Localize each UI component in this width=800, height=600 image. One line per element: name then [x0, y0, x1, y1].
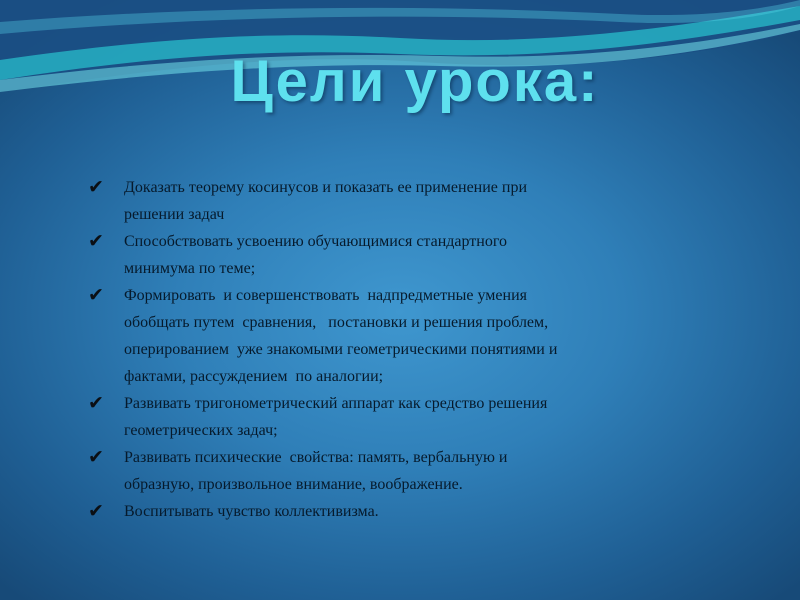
goal-text-line: оперированием уже знакомыми геометрическими понятиями и	[124, 341, 558, 358]
goals-list	[84, 174, 684, 525]
check-mark-icon: ✔	[88, 392, 104, 414]
check-mark-icon: ✔	[88, 230, 104, 252]
goal-text-line: обобщать путем сравнения, постановки и решения проблем,	[124, 314, 549, 331]
goal-item	[84, 390, 684, 444]
goal-text-line: Способствовать усвоению обучающимися стандартного	[124, 233, 508, 250]
check-mark-icon: ✔	[88, 500, 104, 522]
goal-item	[84, 444, 684, 498]
goal-item	[84, 282, 684, 390]
goal-text-line: Доказать теорему косинусов и показать ее применение при	[124, 179, 528, 196]
goal-text-line: Развивать психические свойства: память, вербальную и	[124, 449, 508, 466]
check-mark-icon: ✔	[88, 446, 104, 468]
check-mark-icon: ✔	[88, 284, 104, 306]
goal-text-line: Формировать и совершенствовать надпредметные умения	[124, 287, 528, 304]
goal-text-line: геометрических задач;	[124, 422, 278, 439]
goal-text-line: решении задач	[124, 206, 225, 223]
check-mark-icon: ✔	[88, 176, 104, 198]
goal-text-line: минимума по теме;	[124, 260, 256, 277]
goal-text-line: Развивать тригонометрический аппарат как средство решения	[124, 395, 548, 412]
goal-item	[84, 228, 684, 282]
goal-text-line: образную, произвольное внимание, воображение.	[124, 476, 463, 493]
slide-title: Цели урока:	[230, 49, 600, 114]
goal-item	[84, 174, 684, 228]
goal-item	[84, 498, 684, 525]
goal-text-line: Воспитывать чувство коллективизма.	[124, 503, 379, 520]
goal-text-line: фактами, рассуждением по аналогии;	[124, 368, 384, 385]
